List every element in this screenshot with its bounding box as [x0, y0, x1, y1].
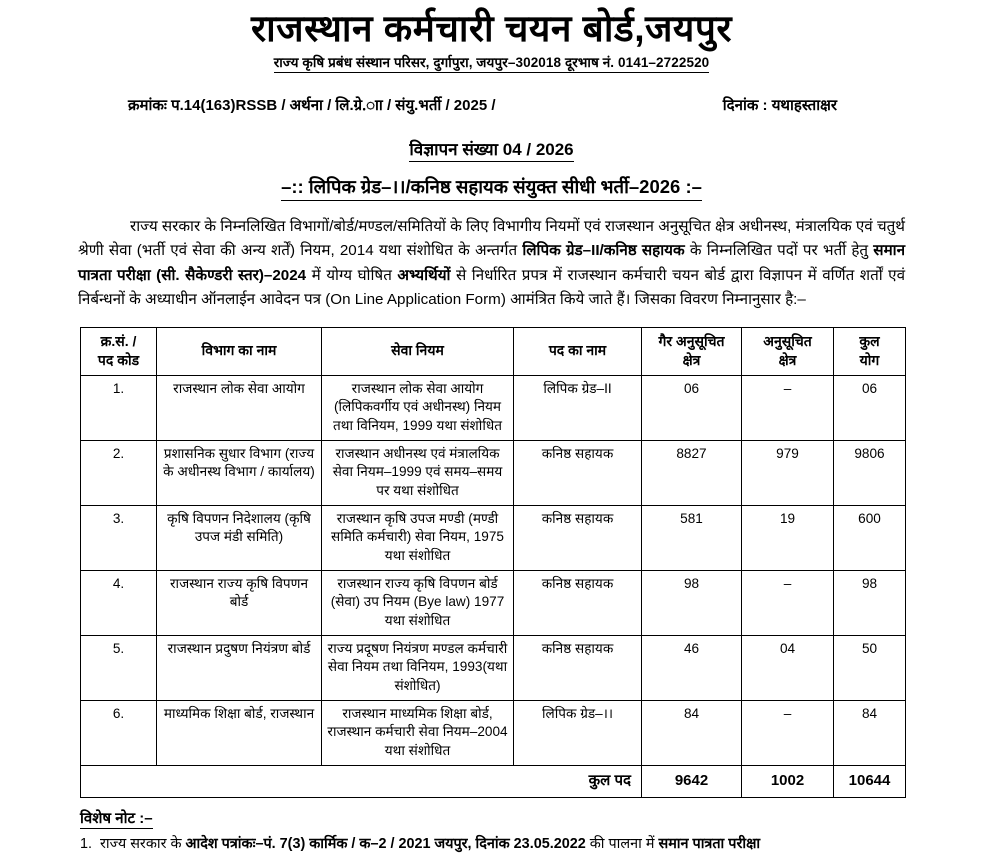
note-number: 1. [80, 836, 93, 853]
table-row [81, 700, 906, 765]
reference-date: दिनांक : यथाहस्ताक्षर [722, 96, 837, 114]
reference-number: क्रमांकः प.14(163)RSSB / अर्थना / लि.ग्रे.ाा / संयु.भर्ती / 2025 / [128, 96, 496, 114]
cell-post-name: कनिष्ठ सहायक [514, 570, 642, 635]
table-header [81, 328, 906, 376]
cell-service-rule: राजस्थान लोक सेवा आयोग (लिपिकवर्गीय एवं अधीनस्थ) नियम तथा विनियम, 1999 यथा संशोधित [322, 375, 514, 440]
advertisement-number: विज्ञापन संख्या 04 / 2026 [409, 137, 573, 162]
paragraph-bold-candidates: अभ्यर्थियों [397, 266, 451, 284]
column-header-department: विभाग का नाम [157, 328, 322, 376]
cell-department: कृषि विपणन निदेशालय (कृषि उपज मंडी समिति) [157, 505, 322, 570]
cell-non-scheduled: 98 [642, 570, 742, 635]
paragraph-text-1: राज्य सरकार के निम्नलिखित विभागों/बोर्ड/मण्डल/समितियों के लिए विभागीय नियमों एवं राजस्थान अनुसूचित क्षेत्र अधीनस्थ, मंत्रालयिक एवं चतुर्थ श्रेणी सेवा (भर्ती एवं सेवा की अन्य शर्तें) नियम, 2014 यथा संशोधित के अन्तर्गत [78, 217, 905, 260]
cell-department: राजस्थान राज्य कृषि विपणन बोर्ड [157, 570, 322, 635]
cell-department: प्रशासनिक सुधार विभाग (राज्य के अधीनस्थ विभाग / कार्यालय) [157, 440, 322, 505]
special-note-heading: विशेष नोट :– [80, 810, 153, 828]
cell-serial: 2. [81, 440, 157, 505]
column-header-serial-line2: पद कोड [97, 351, 140, 368]
cell-total: 06 [834, 375, 906, 440]
cell-total: 9806 [834, 440, 906, 505]
cell-non-scheduled: 581 [642, 505, 742, 570]
cell-service-rule: राजस्थान अधीनस्थ एवं मंत्रालयिक सेवा नियम–1999 एवं समय–समय पर यथा संशोधित [322, 440, 514, 505]
column-header-serial-line1: क्र.सं. / [100, 333, 137, 350]
total-scheduled: 1002 [742, 766, 834, 798]
cell-post-name: कनिष्ठ सहायक [514, 635, 642, 700]
column-header-scheduled [742, 328, 834, 376]
cell-serial: 5. [81, 635, 157, 700]
cell-post-name: लिपिक ग्रेड–।। [514, 700, 642, 765]
cell-department: राजस्थान लोक सेवा आयोग [157, 375, 322, 440]
table-row [81, 505, 906, 570]
column-header-service-rule: सेवा नियम [322, 328, 514, 376]
cell-scheduled: 979 [742, 440, 834, 505]
post-title: –:: लिपिक ग्रेड–।।/कनिष्ठ सहायक संयुक्त सीधी भर्ती–2026 :– [281, 174, 702, 201]
cell-service-rule: राजस्थान माध्यमिक शिक्षा बोर्ड, राजस्थान कर्मचारी सेवा नियम–2004 यथा संशोधित [322, 700, 514, 765]
cell-scheduled: 04 [742, 635, 834, 700]
cell-service-rule: राज्य प्रदूषण नियंत्रण मण्डल कर्मचारी सेवा नियम तथा विनियम, 1993(यथा संशोधित) [322, 635, 514, 700]
total-label: कुल पद [81, 766, 642, 798]
paragraph-bold-exam-name: समान पात्रता परीक्षा (सी. सैकेण्डरी स्तर)–2024 [78, 242, 906, 284]
column-header-non-scheduled-line1: गैर अनुसूचित [658, 333, 725, 350]
cell-department: माध्यमिक शिक्षा बोर्ड, राजस्थान [157, 700, 322, 765]
organization-title: राजस्थान कर्मचारी चयन बोर्ड,जयपुर [250, 8, 733, 49]
column-header-scheduled-line1: अनुसूचित [763, 333, 812, 350]
cell-service-rule: राजस्थान कृषि उपज मण्डी (मण्डी समिति कर्मचारी) सेवा नियम, 1975 यथा संशोधित [322, 505, 514, 570]
column-header-total [834, 328, 906, 376]
cell-non-scheduled: 8827 [642, 440, 742, 505]
post-title-container [0, 174, 983, 201]
paragraph-bold-post-name: लिपिक ग्रेड–II/कनिष्ठ सहायक [522, 242, 685, 260]
table-header-row [81, 328, 906, 376]
table-body [81, 375, 906, 797]
column-header-non-scheduled-line2: क्षेत्र [682, 351, 701, 368]
column-header-total-line2: योग [859, 351, 880, 368]
cell-serial: 6. [81, 700, 157, 765]
table-row [81, 635, 906, 700]
column-header-serial [81, 328, 157, 376]
cell-department: राजस्थान प्रदुषण नियंत्रण बोर्ड [157, 635, 322, 700]
organization-address-container [0, 53, 983, 73]
cell-non-scheduled: 84 [642, 700, 742, 765]
total-non-scheduled: 9642 [642, 766, 742, 798]
note-bold-order-ref: आदेश पत्रांकः–पं. 7(3) कार्मिक / क–2 / 2021 जयपुर, दिनांक 23.05.2022 [185, 836, 586, 853]
cell-scheduled: – [742, 570, 834, 635]
table-row [81, 375, 906, 440]
note-text-part1: राज्य सरकार के [100, 836, 186, 853]
cell-total: 98 [834, 570, 906, 635]
note-item [80, 834, 905, 856]
posts-table [80, 327, 906, 798]
column-header-total-line1: कुल [859, 333, 880, 350]
cell-non-scheduled: 46 [642, 635, 742, 700]
column-header-non-scheduled [642, 328, 742, 376]
cell-post-name: कनिष्ठ सहायक [514, 505, 642, 570]
document-page [0, 8, 983, 853]
total-grand: 10644 [834, 766, 906, 798]
advertisement-number-container [0, 137, 983, 162]
paragraph-text-2: के निम्नलिखित पदों पर भर्ती हेतु [684, 242, 874, 260]
cell-post-name: कनिष्ठ सहायक [514, 440, 642, 505]
cell-scheduled: – [742, 700, 834, 765]
cell-serial: 4. [81, 570, 157, 635]
note-text [100, 834, 905, 856]
cell-non-scheduled: 06 [642, 375, 742, 440]
table-row [81, 570, 906, 635]
cell-total: 50 [834, 635, 906, 700]
reference-row [0, 95, 983, 115]
table-total-row [81, 766, 906, 798]
table-row [81, 440, 906, 505]
paragraph-text-4: से निर्धारित प्रपत्र में राजस्थान कर्मचारी चयन बोर्ड द्वारा विज्ञापन में वर्णित शर्तों एवं निर्बन्धनों के अध्याधीन ऑनलाईन आवेदन पत्र (On Line Application Form) आमंत्रित किये जाते हैं। जिसका विवरण निम्नानुसार है:– [78, 266, 906, 309]
posts-table-container [80, 327, 905, 798]
special-notes-section [80, 808, 905, 856]
cell-service-rule: राजस्थान राज्य कृषि विपणन बोर्ड (सेवा) उप नियम (Bye law) 1977 यथा संशोधित [322, 570, 514, 635]
organization-address: राज्य कृषि प्रबंध संस्थान परिसर, दुर्गापुरा, जयपुर–302018 दूरभाष नं. 0141–2722520 [274, 53, 710, 73]
cell-scheduled: 19 [742, 505, 834, 570]
note-text-part2: की पालना में [585, 836, 659, 853]
cell-serial: 1. [81, 375, 157, 440]
column-header-post-name: पद का नाम [514, 328, 642, 376]
introduction-paragraph [78, 215, 905, 314]
cell-scheduled: – [742, 375, 834, 440]
cell-post-name: लिपिक ग्रेड–II [514, 375, 642, 440]
cell-total: 600 [834, 505, 906, 570]
column-header-scheduled-line2: क्षेत्र [778, 351, 797, 368]
cell-total: 84 [834, 700, 906, 765]
paragraph-text-3: में योग्य घोषित [306, 266, 398, 284]
cell-serial: 3. [81, 505, 157, 570]
note-bold-exam-name: समान पात्रता परीक्षा [658, 836, 761, 853]
